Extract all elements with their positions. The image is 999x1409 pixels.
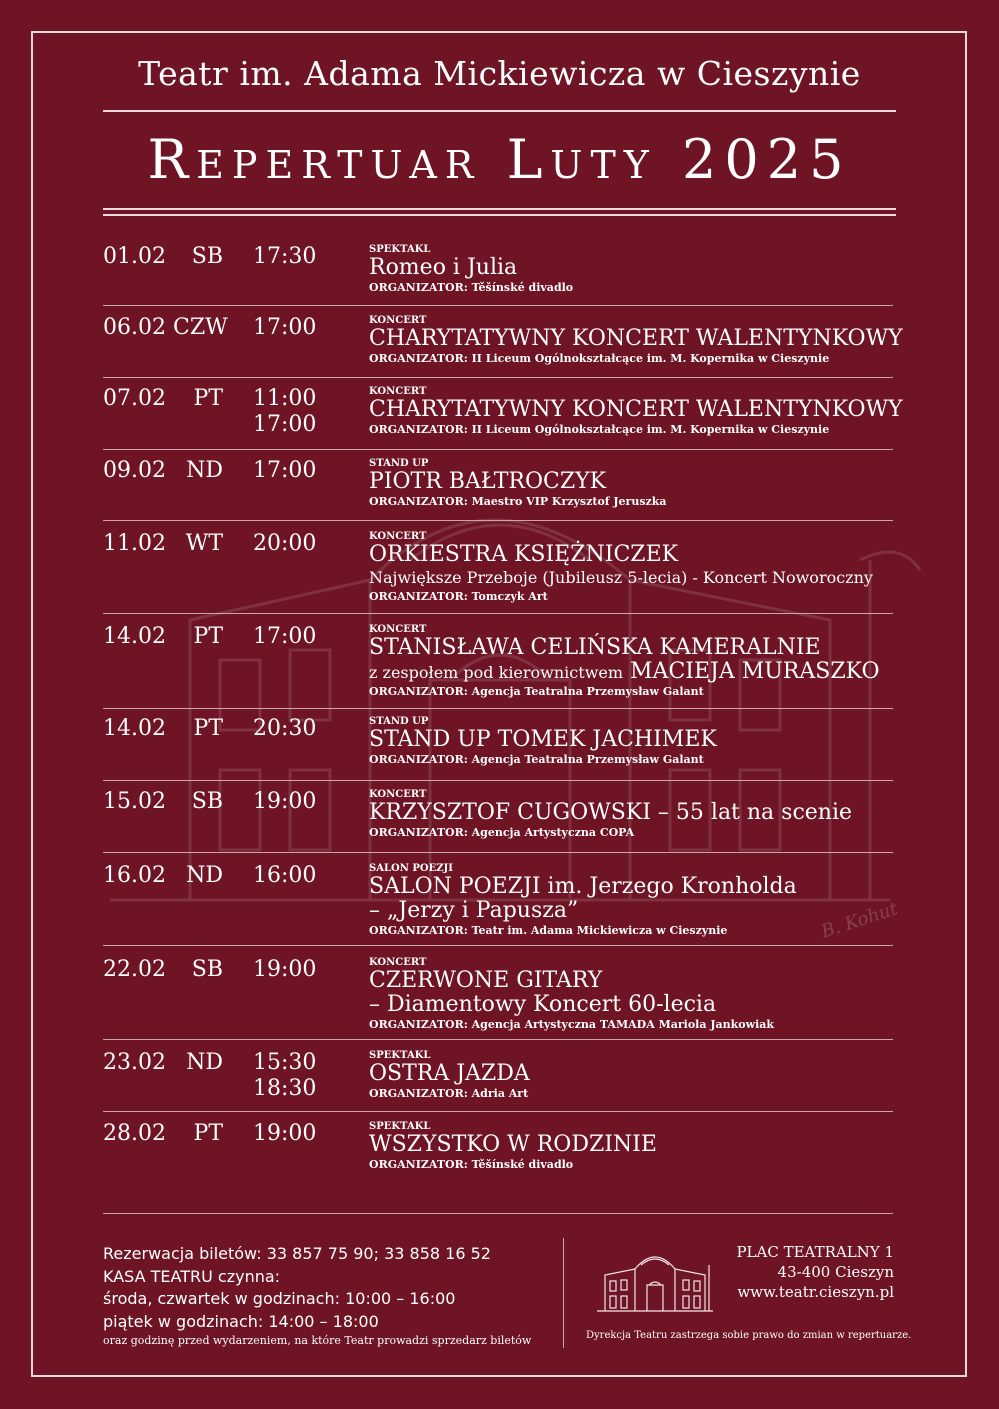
row-separator: [103, 613, 893, 614]
box-office-hours-fri: piątek w godzinach: 14:00 – 18:00: [103, 1311, 379, 1331]
event-category: KONCERT: [369, 531, 427, 542]
event-title: KRZYSZTOF CUGOWSKI – 55 lat na scenie: [369, 800, 853, 825]
title-rule-top: [103, 208, 896, 210]
event-time-1: 11:00: [253, 386, 317, 411]
event-info: [369, 716, 896, 768]
event-time: 20:30: [253, 716, 317, 741]
event-category: SALON POEZJI: [369, 863, 453, 874]
row-separator: [103, 1039, 893, 1040]
event-organizer: ORGANIZATOR: II Liceum Ogólnokształcące im. M. Kopernika w Cieszynie: [369, 423, 830, 436]
event-day: SB: [191, 957, 223, 982]
event-time: 17:00: [253, 624, 317, 649]
event-time: 19:00: [253, 1121, 317, 1146]
page-title: Repertuar Luty 2025: [147, 128, 852, 191]
event-info: [369, 957, 896, 1033]
event-title: PIOTR BAŁTROCZYK: [369, 469, 607, 494]
event-time: 19:00: [253, 957, 317, 982]
artist-signature-watermark: B. Kohut: [818, 898, 901, 943]
event-time-1: 15:30: [253, 1050, 317, 1075]
event-day: PT: [193, 386, 223, 411]
repertoire-change-note: Dyrekcja Teatru zastrzega sobie prawo do zmian w repertuarze.: [586, 1330, 912, 1341]
event-day: PT: [193, 1121, 223, 1146]
event-info: [369, 624, 896, 700]
event-day: ND: [186, 458, 223, 483]
event-day: WT: [185, 531, 223, 556]
event-date: 06.02: [103, 315, 166, 340]
event-title: CZERWONE GITARY: [369, 968, 603, 993]
event-title: STANISŁAWA CELIŃSKA KAMERALNIE: [369, 635, 821, 660]
event-category: KONCERT: [369, 789, 427, 800]
event-date: 07.02: [103, 386, 166, 411]
event-day: PT: [193, 624, 223, 649]
box-office-info: [103, 1243, 531, 1349]
event-info: [369, 789, 896, 841]
event-info: [369, 1050, 896, 1102]
event-time-2: 17:00: [253, 412, 317, 437]
event-category: SPEKTAKL: [369, 244, 431, 255]
event-time: 17:00: [253, 458, 317, 483]
event-day: ND: [186, 1050, 223, 1075]
event-organizer: ORGANIZATOR: Agencja Teatralna Przemysław Galant: [369, 753, 704, 766]
theatre-name: Teatr im. Adama Mickiewicza w Cieszynie: [138, 54, 861, 93]
event-organizer: ORGANIZATOR: Těšínské divadlo: [369, 281, 574, 294]
event-title: OSTRA JAZDA: [369, 1061, 530, 1086]
event-date: 28.02: [103, 1121, 166, 1146]
event-time: [253, 1050, 316, 1102]
event-title: WSZYSTKO W RODZINIE: [369, 1132, 657, 1157]
event-organizer: ORGANIZATOR: Těšínské divadlo: [369, 1158, 574, 1171]
event-title: Romeo i Julia: [369, 255, 518, 280]
event-category: SPEKTAKL: [369, 1121, 431, 1132]
event-time: 19:00: [253, 789, 317, 814]
event-subtitle: Największe Przeboje (Jubileusz 5-lecia) - Koncert Noworoczny: [369, 568, 873, 587]
event-date: 11.02: [103, 531, 166, 556]
row-separator: [103, 852, 893, 853]
event-subtitle: [369, 660, 896, 684]
row-separator: [103, 780, 893, 781]
event-date: 16.02: [103, 863, 166, 888]
event-category: KONCERT: [369, 386, 427, 397]
row-separator: [103, 377, 893, 378]
event-info: [369, 458, 896, 510]
footer-rule: [103, 1213, 893, 1214]
event-date: 01.02: [103, 244, 166, 269]
event-title: CHARYTATYWNY KONCERT WALENTYNKOWY: [369, 397, 903, 422]
box-office-heading: KASA TEATRU czynna:: [103, 1266, 281, 1286]
event-category: KONCERT: [369, 624, 427, 635]
event-title-line2: – Diamentowy Koncert 60-lecia: [369, 992, 717, 1017]
event-category: STAND UP: [369, 458, 429, 469]
event-day: PT: [193, 716, 223, 741]
event-info: [369, 315, 903, 367]
event-title: ORKIESTRA KSIĘŻNICZEK: [369, 542, 679, 567]
box-office-note: oraz godzinę przed wydarzeniem, na które Teatr prowadzi sprzedarz biletów: [103, 1334, 532, 1347]
row-separator: [103, 449, 893, 450]
event-title: SALON POEZJI im. Jerzego Kronholda: [369, 874, 797, 899]
event-day: SB: [191, 244, 223, 269]
event-title-line2: – „Jerzy i Papusza”: [369, 898, 579, 923]
event-time: 17:30: [253, 244, 317, 269]
header-rule: [103, 110, 896, 112]
event-date: 22.02: [103, 957, 166, 982]
box-office-hours-wed-thu: środa, czwartek w godzinach: 10:00 – 16:00: [103, 1289, 456, 1308]
event-organizer: ORGANIZATOR: Adria Art: [369, 1087, 529, 1100]
website-link[interactable]: www.teatr.cieszyn.pl: [737, 1283, 894, 1301]
event-organizer: ORGANIZATOR: II Liceum Ogólnokształcące im. M. Kopernika w Cieszynie: [369, 352, 830, 365]
event-date: 09.02: [103, 458, 166, 483]
theatre-building-illustration: [595, 1235, 715, 1315]
row-separator: [103, 1111, 893, 1112]
event-date: 15.02: [103, 789, 166, 814]
event-info: [369, 244, 896, 296]
footer-divider: [563, 1238, 564, 1348]
event-info: [369, 531, 896, 605]
event-day: ND: [186, 863, 223, 888]
event-organizer: ORGANIZATOR: Agencja Teatralna Przemysław Galant: [369, 685, 704, 698]
event-organizer: ORGANIZATOR: Maestro VIP Krzysztof Jeruszka: [369, 495, 667, 508]
event-date: 23.02: [103, 1050, 166, 1075]
row-separator: [103, 708, 893, 709]
event-info: [369, 863, 896, 939]
event-category: STAND UP: [369, 716, 429, 727]
event-organizer: ORGANIZATOR: Teatr im. Adama Mickiewicza w Cieszynie: [369, 924, 728, 937]
event-title: CHARYTATYWNY KONCERT WALENTYNKOWY: [369, 326, 903, 351]
address-city: 43-400 Cieszyn: [777, 1263, 894, 1281]
title-rule-bottom: [103, 214, 896, 216]
event-time: 20:00: [253, 531, 317, 556]
event-subtitle-big: MACIEJA MURASZKO: [630, 659, 880, 684]
event-category: KONCERT: [369, 957, 427, 968]
event-day: SB: [191, 789, 223, 814]
event-day: CZW: [173, 315, 228, 340]
event-info: [369, 386, 903, 438]
event-category: SPEKTAKL: [369, 1050, 431, 1061]
event-organizer: ORGANIZATOR: Tomczyk Art: [369, 590, 548, 603]
reservation-phones: Rezerwacja biletów: 33 857 75 90; 33 858 16 52: [103, 1244, 491, 1263]
row-separator: [103, 305, 893, 306]
row-separator: [103, 520, 893, 521]
row-separator: [103, 945, 893, 946]
event-date: 14.02: [103, 624, 166, 649]
event-organizer: ORGANIZATOR: Agencja Artystyczna TAMADA Mariola Jankowiak: [369, 1018, 775, 1031]
event-time: 17:00: [253, 315, 317, 340]
event-title: STAND UP TOMEK JACHIMEK: [369, 727, 717, 752]
event-subtitle-small: z zespołem pod kierownictwem: [369, 663, 624, 682]
event-organizer: ORGANIZATOR: Agencja Artystyczna COPA: [369, 826, 635, 839]
event-info: [369, 1121, 896, 1173]
address-street: PLAC TEATRALNY 1: [736, 1243, 894, 1261]
event-time: 16:00: [253, 863, 317, 888]
event-date: 14.02: [103, 716, 166, 741]
theatre-address: [736, 1242, 894, 1302]
event-category: KONCERT: [369, 315, 427, 326]
event-time: [253, 386, 316, 438]
event-time-2: 18:30: [253, 1076, 317, 1101]
